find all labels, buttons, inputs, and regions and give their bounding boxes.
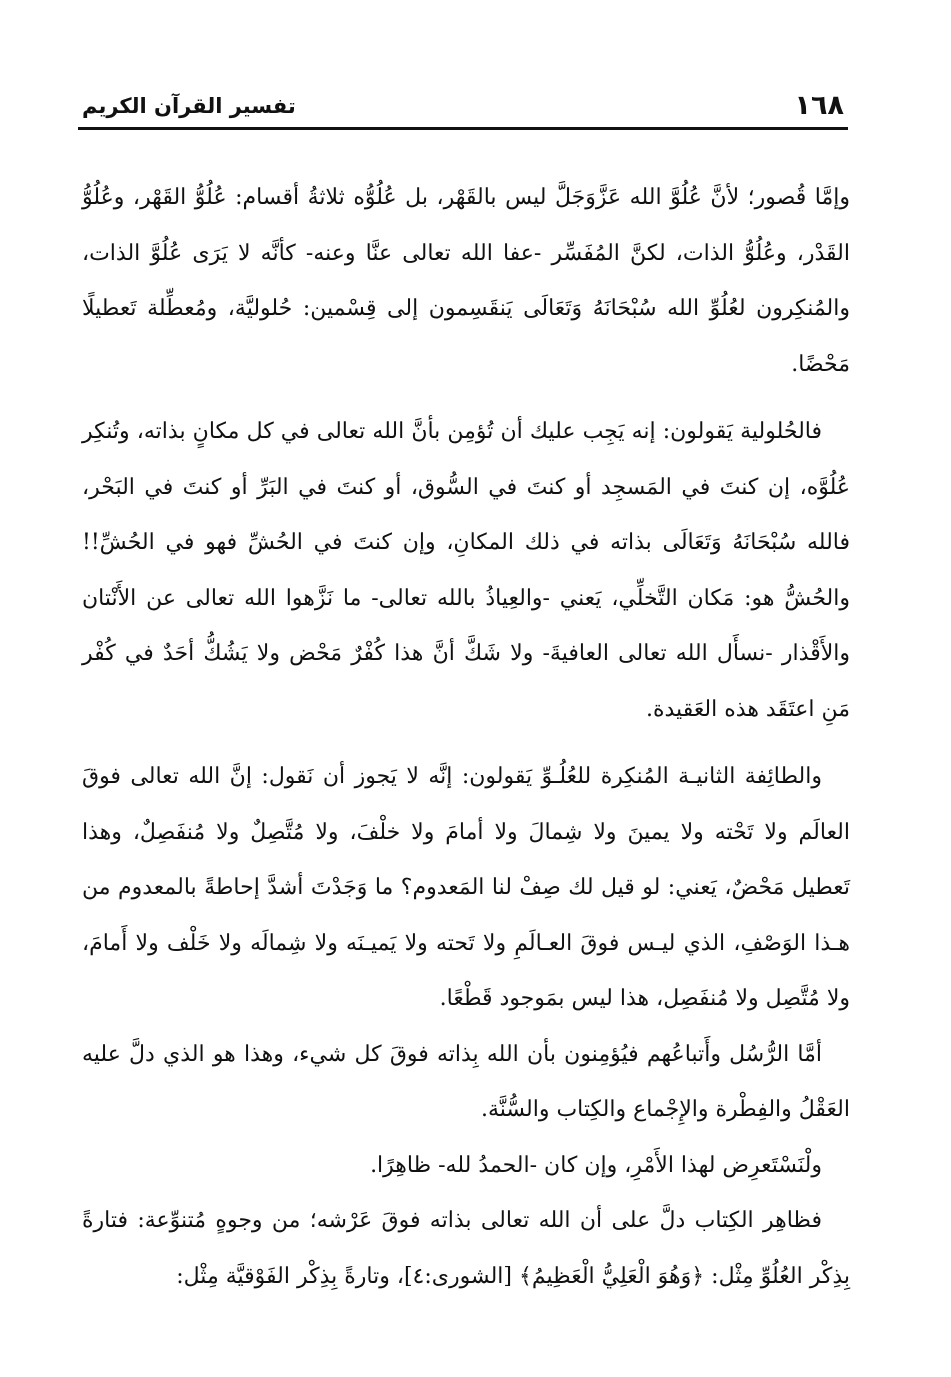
header-rule xyxy=(78,127,848,130)
running-title: تفسير القرآن الكريم xyxy=(82,94,296,118)
paragraph: وإمَّا قُصور؛ لأنَّ عُلُوَّ الله عَزَّوَجَلَّ ليس بالقَهْر، بل عُلُوُّه ثلاثةُ أقسام: عُلُوُّ القَهْر، وعُلُوُّ القَدْر، وعُلُوُّ الذات، لكنَّ المُفَسِّر -عفا الله تعالى عنَّا وعنه- كأنَّه لا يَرَى عُلُوَّ الذات، والمُنكِرون لعُلُوِّ الله سُبْحَانَهُ وَتَعَالَى يَنقَسِمون إلى قِسْمين: حُلوليَّة، ومُعطِّلة تَعطيلًا مَحْضًا. xyxy=(82,185,850,377)
paragraph: فظاهِر الكِتاب دلَّ على أن الله تعالى بذاته فوقَ عَرْشه؛ من وجوهٍ مُتنوِّعة: فتارةً بِذِكْر العُلُوِّ مِثْل: ﴿وَهُوَ الْعَلِيُّ الْعَظِيمُ﴾ [الشورى:٤]، وتارةً بِذِكْر الفَوْقيَّة مِثْل: xyxy=(82,1208,850,1289)
page-number: ١٦٨ xyxy=(794,90,844,121)
paragraph: والطائِفة الثانيـة المُنكِرة للعُلُـوِّ يَقولون: إنَّه لا يَجوز أن نَقول: إنَّ الله تعالى فوقَ العالَم ولا تَحْته ولا يمينَ ولا شِمالَ ولا أمامَ ولا خلْفَ، ولا مُتَّصِلٌ ولا مُنفَصِلٌ، وهذا تَعطيل مَحْضٌ، يَعني: لو قيل لك صِفْ لنا المَعدوم؟ ما وَجَدْتَ أشدَّ إحاطةً بالمعدوم من هـذا الوَصْفِ، الذي ليـس فوقَ العـالَمِ ولا تَحته ولا يَميـنَه ولا شِمالَه ولا خَلْف ولا أَمامَ، ولا مُتَّصِل ولا مُنفَصِل، هذا ليس بمَوجود قَطْعًا. xyxy=(82,764,850,1011)
paragraph: ولْنَسْتَعرِض لهذا الأَمْرِ، وإن كان -الحمدُ لله- ظاهِرًا. xyxy=(370,1152,822,1178)
page-body xyxy=(82,170,850,1304)
paragraph: فالحُلولية يَقولون: إنه يَجِب عليك أن تُؤمِن بأنَّ الله تعالى في كل مكانٍ بذاته، وتُنكِر عُلُوَّه، إن كنتَ في المَسجِد أو كنتَ في السُّوق، أو كنتَ في البَرِّ أو كنتَ في البَحْر، فالله سُبْحَانَهُ وَتَعَالَى بذاته في ذلك المكانِ، وإن كنتَ في الحُشِّ فهو في الحُشِّ!! والحُشُّ هو: مَكان التَّخلِّي، يَعني -والعِياذُ بالله تعالى- ما نَزَّهوا الله تعالى عن الأَنْتان والأَقْذار -نسأَل الله تعالى العافيةَ- ولا شَكَّ أنَّ هذا كُفْرٌ مَحْض ولا يَشُكُّ أحَدٌ في كُفْر مَنِ اعتَقَد هذه العَقيدة. xyxy=(82,419,851,722)
paragraph: أمَّا الرُّسُل وأَتباعُهم فيُؤمِنون بأن الله بِذاته فوقَ كل شيء، وهذا هو الذي دلَّ عليه العَقْلُ والفِطْرة والإِجْماع والكِتاب والسُّنَّة. xyxy=(82,1041,850,1122)
page-header xyxy=(78,88,848,130)
